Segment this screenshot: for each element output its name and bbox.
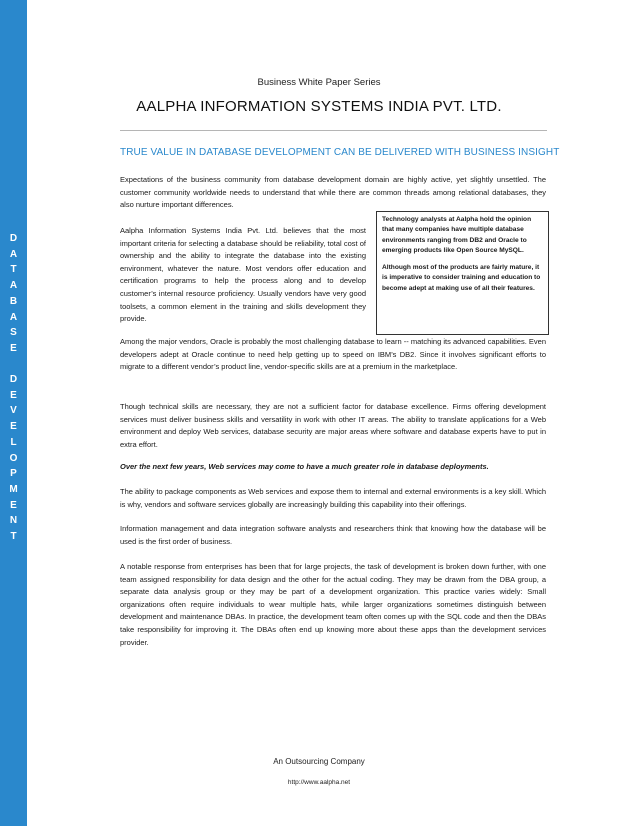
sidebar-letter: M: [9, 483, 18, 495]
sidebar-word-database: [0, 231, 27, 357]
header-divider: [120, 130, 547, 131]
sidebar-letter: P: [10, 468, 17, 480]
sidebar-letter: L: [10, 436, 17, 448]
sidebar-banner: [0, 0, 27, 826]
company-title: AALPHA INFORMATION SYSTEMS INDIA PVT. LTD.: [136, 98, 502, 115]
series-title: Business White Paper Series: [257, 77, 381, 88]
footer-tagline: An Outsourcing Company: [273, 757, 365, 766]
sidebar-letter: D: [9, 374, 18, 385]
article-headline: TRUE VALUE IN DATABASE DEVELOPMENT CAN BE DELIVERED WITH BUSINESS INSIGHT: [120, 147, 560, 158]
sidebar-letter: E: [10, 499, 17, 511]
sidebar-letter: V: [10, 405, 17, 417]
paragraph-enterprise-response: A notable response from enterprises has been that for large projects, the task of development is broken down further, with one team assigned responsibility for data design and the other for the actual coding. They may be drawn from the DBA group, a separate data analysis group or they may be part of a development organization. This practice varies widely: Small organizations often require individuals to wear multiple hats, while larger organizations sometimes distinguish between development and maintenance DBAs. In practice, the development team often comes up with the SQL code and then the DBAs take responsibility for improving it. The DBAs often end up knowing more about these apps than the development services provider.: [120, 562, 546, 647]
paragraph-package-components: The ability to package components as Web services and expose them to internal and external environments is a key skill. Which is why, vendors and software services globally are increasingly building this capability into their offerings.: [120, 487, 546, 509]
footer-url: http://www.aalpha.net: [287, 779, 351, 786]
paragraph-technical-skills: Though technical skills are necessary, they are not a sufficient factor for database excellence. Firms offering development services must deliver business skills and versatility in work with other IT areas. The ability to translate applications for a Web environment and deploy Web services, database security are major areas where software and database experts have to put in extra effort.: [120, 402, 546, 449]
sidebar-letter: E: [10, 342, 17, 354]
sidebar-letter: B: [9, 295, 18, 307]
sidebar-letter: A: [9, 248, 18, 260]
sidebar-letter: T: [10, 264, 17, 276]
paragraph-web-services-highlight: Over the next few years, Web services may come to have a much greater role in database deployments.: [120, 462, 489, 471]
sidebar-letter: A: [9, 280, 18, 292]
callout-box: [376, 211, 549, 335]
sidebar-letter: E: [10, 421, 17, 433]
sidebar-letter: A: [9, 311, 18, 323]
paragraph-major-vendors: Among the major vendors, Oracle is probably the most challenging database to learn -- matching its advanced capabilities. Even developers adept at Oracle continue to need help getting up to speed on IBM’s DB2. Since it involves significant efforts to migrate to a different vendor’s product line, vendor-specific skills are at a premium in the marketplace.: [120, 337, 546, 372]
paragraph-aalpha-belief: Aalpha Information Systems India Pvt. Ltd. believes that the most important criteria for selecting a database should be reliability, total cost of ownership and the ability to integrate the database into the existing environment, whatever the nature. Most vendors offer education and certification programs to help the process along and to develop customer’s internal resource proficiency. Usually vendors have very good toolsets, a common element in the training and skills development they provide.: [120, 226, 366, 324]
sidebar-letter: N: [9, 515, 18, 527]
sidebar-letter: O: [9, 452, 18, 464]
sidebar-letter: S: [10, 327, 17, 339]
callout-text-analysts: Technology analysts at Aalpha hold the opinion that many companies have multiple database environments ranging from DB2 and Oracle to emerging products like Open Source MySQL.: [382, 216, 532, 254]
sidebar-letter: T: [10, 531, 17, 543]
paragraph-information-management: Information management and data integration software analysts and researchers think that knowing how the database will be used is the first order of business.: [120, 524, 546, 546]
paragraph-intro: Expectations of the business community from database development domain are highly active, yet slightly unsettled. The customer community worldwide needs to understand that while there are common threads among relational databases, they also nurture important differences.: [120, 175, 546, 210]
sidebar-letter: D: [9, 233, 18, 244]
sidebar-letter: E: [10, 389, 17, 401]
callout-text-training: Although most of the products are fairly mature, it is imperative to consider training and education to become adept at making use of all their features.: [382, 264, 541, 292]
sidebar-word-development: [0, 372, 27, 545]
